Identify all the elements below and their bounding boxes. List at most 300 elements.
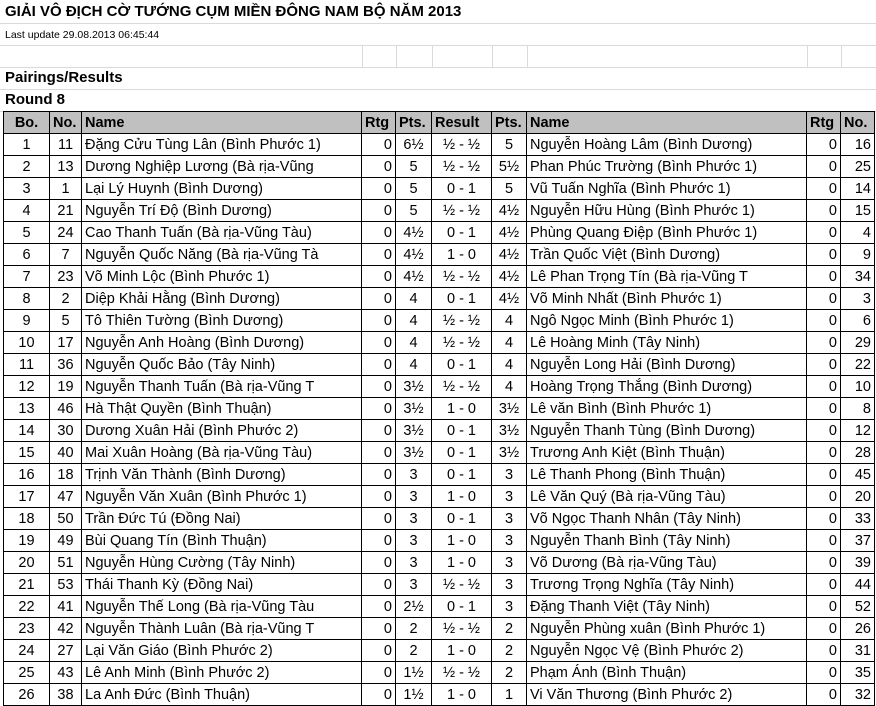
white-rating-cell[interactable]: 0 [362, 486, 396, 508]
black-player-name-cell[interactable]: Phùng Quang Điệp (Bình Phước 1) [527, 222, 807, 244]
white-points-cell[interactable]: 3½ [396, 420, 432, 442]
black-player-name-cell[interactable]: Võ Dương (Bà rịa-Vũng Tàu) [527, 552, 807, 574]
white-player-name-cell[interactable]: Lại Văn Giáo (Bình Phước 2) [82, 640, 362, 662]
board-number-cell[interactable]: 19 [4, 530, 50, 552]
black-player-name-cell[interactable]: Nguyễn Thanh Tùng (Bình Dương) [527, 420, 807, 442]
black-rating-cell[interactable]: 0 [807, 222, 841, 244]
table-row [4, 178, 875, 200]
board-number-cell[interactable]: 20 [4, 552, 50, 574]
column-header-number[interactable]: No. [50, 112, 82, 134]
board-number-cell[interactable]: 12 [4, 376, 50, 398]
black-player-number-cell[interactable]: 9 [841, 244, 875, 266]
black-player-number-cell[interactable]: 32 [841, 684, 875, 706]
white-points-cell[interactable]: 3 [396, 464, 432, 486]
result-cell[interactable]: 0 - 1 [432, 464, 492, 486]
white-rating-cell[interactable]: 0 [362, 156, 396, 178]
table-row [4, 442, 875, 464]
result-cell[interactable]: 0 - 1 [432, 288, 492, 310]
black-points-cell[interactable]: 3½ [492, 420, 527, 442]
black-rating-cell[interactable]: 0 [807, 618, 841, 640]
black-player-name-cell[interactable]: Lê Văn Quý (Bà rịa-Vũng Tàu) [527, 486, 807, 508]
black-points-cell[interactable]: 3 [492, 530, 527, 552]
black-rating-cell[interactable]: 0 [807, 420, 841, 442]
result-cell[interactable]: ½ - ½ [432, 134, 492, 156]
black-player-name-cell[interactable]: Hoàng Trọng Thắng (Bình Dương) [527, 376, 807, 398]
black-player-name-cell[interactable]: Võ Minh Nhất (Bình Phước 1) [527, 288, 807, 310]
white-rating-cell[interactable]: 0 [362, 266, 396, 288]
white-player-number-cell[interactable]: 51 [50, 552, 82, 574]
black-player-name-cell[interactable]: Vi Văn Thương (Bình Phước 2) [527, 684, 807, 706]
board-number-cell[interactable]: 26 [4, 684, 50, 706]
black-points-cell[interactable]: 3 [492, 574, 527, 596]
black-rating-cell[interactable]: 0 [807, 156, 841, 178]
board-number-cell[interactable]: 7 [4, 266, 50, 288]
black-rating-cell[interactable]: 0 [807, 552, 841, 574]
black-player-number-cell[interactable]: 31 [841, 640, 875, 662]
result-cell[interactable]: 1 - 0 [432, 398, 492, 420]
white-player-name-cell[interactable]: Diệp Khải Hằng (Bình Dương) [82, 288, 362, 310]
board-number-cell[interactable]: 21 [4, 574, 50, 596]
white-rating-cell[interactable]: 0 [362, 332, 396, 354]
column-header-name[interactable]: Name [82, 112, 362, 134]
column-header-points-opponent[interactable]: Pts. [492, 112, 527, 134]
result-cell[interactable]: ½ - ½ [432, 618, 492, 640]
black-points-cell[interactable]: 4 [492, 376, 527, 398]
white-player-number-cell[interactable]: 30 [50, 420, 82, 442]
black-player-number-cell[interactable]: 28 [841, 442, 875, 464]
white-points-cell[interactable]: 4 [396, 332, 432, 354]
white-player-number-cell[interactable]: 24 [50, 222, 82, 244]
white-player-number-cell[interactable]: 38 [50, 684, 82, 706]
black-rating-cell[interactable]: 0 [807, 442, 841, 464]
black-rating-cell[interactable]: 0 [807, 596, 841, 618]
tournament-title: GIẢI VÔ ĐỊCH CỜ TƯỚNG CỤM MIỀN ĐÔNG NAM BỘ NĂM 2013 [5, 3, 462, 20]
black-player-name-cell[interactable]: Vũ Tuấn Nghĩa (Bình Phước 1) [527, 178, 807, 200]
white-player-number-cell[interactable]: 5 [50, 310, 82, 332]
result-cell[interactable]: 1 - 0 [432, 530, 492, 552]
white-points-cell[interactable]: 4 [396, 354, 432, 376]
white-player-name-cell[interactable]: Nguyễn Hùng Cường (Tây Ninh) [82, 552, 362, 574]
black-player-number-cell[interactable]: 14 [841, 178, 875, 200]
white-player-name-cell[interactable]: Võ Minh Lộc (Bình Phước 1) [82, 266, 362, 288]
black-player-number-cell[interactable]: 39 [841, 552, 875, 574]
white-player-name-cell[interactable]: Nguyễn Thanh Tuấn (Bà rịa-Vũng T [82, 376, 362, 398]
table-row [4, 288, 875, 310]
white-player-name-cell[interactable]: Lê Anh Minh (Bình Phước 2) [82, 662, 362, 684]
result-cell[interactable]: ½ - ½ [432, 310, 492, 332]
table-row [4, 332, 875, 354]
white-rating-cell[interactable]: 0 [362, 420, 396, 442]
black-player-number-cell[interactable]: 26 [841, 618, 875, 640]
black-player-number-cell[interactable]: 22 [841, 354, 875, 376]
black-player-number-cell[interactable]: 20 [841, 486, 875, 508]
black-points-cell[interactable]: 4 [492, 332, 527, 354]
white-player-number-cell[interactable]: 27 [50, 640, 82, 662]
black-player-name-cell[interactable]: Nguyễn Phùng xuân (Bình Phước 1) [527, 618, 807, 640]
white-player-number-cell[interactable]: 50 [50, 508, 82, 530]
board-number-cell[interactable]: 13 [4, 398, 50, 420]
white-player-name-cell[interactable]: Dương Nghiệp Lương (Bà rịa-Vũng [82, 156, 362, 178]
black-player-name-cell[interactable]: Trương Trọng Nghĩa (Tây Ninh) [527, 574, 807, 596]
white-rating-cell[interactable]: 0 [362, 288, 396, 310]
white-rating-cell[interactable]: 0 [362, 134, 396, 156]
black-player-number-cell[interactable]: 33 [841, 508, 875, 530]
black-points-cell[interactable]: 2 [492, 640, 527, 662]
board-number-cell[interactable]: 3 [4, 178, 50, 200]
table-row [4, 244, 875, 266]
table-row [4, 420, 875, 442]
table-row [4, 552, 875, 574]
black-player-number-cell[interactable]: 45 [841, 464, 875, 486]
black-points-cell[interactable]: 5½ [492, 156, 527, 178]
white-rating-cell[interactable]: 0 [362, 354, 396, 376]
white-points-cell[interactable]: 3 [396, 486, 432, 508]
white-rating-cell[interactable]: 0 [362, 552, 396, 574]
white-rating-cell[interactable]: 0 [362, 662, 396, 684]
result-cell[interactable]: 0 - 1 [432, 178, 492, 200]
last-update-text: Last update 29.08.2013 06:45:44 [5, 29, 160, 41]
white-player-number-cell[interactable]: 2 [50, 288, 82, 310]
pairings-table [3, 111, 875, 706]
white-points-cell[interactable]: 3½ [396, 398, 432, 420]
black-rating-cell[interactable]: 0 [807, 464, 841, 486]
white-points-cell[interactable]: 5 [396, 156, 432, 178]
black-player-name-cell[interactable]: Nguyễn Thanh Bình (Tây Ninh) [527, 530, 807, 552]
white-points-cell[interactable]: 2 [396, 640, 432, 662]
black-player-number-cell[interactable]: 12 [841, 420, 875, 442]
white-player-number-cell[interactable]: 11 [50, 134, 82, 156]
black-points-cell[interactable]: 3½ [492, 398, 527, 420]
white-points-cell[interactable]: 2½ [396, 596, 432, 618]
white-player-name-cell[interactable]: Nguyễn Thế Long (Bà rịa-Vũng Tàu [82, 596, 362, 618]
table-row [4, 376, 875, 398]
black-rating-cell[interactable]: 0 [807, 134, 841, 156]
black-player-name-cell[interactable]: Võ Ngọc Thanh Nhân (Tây Ninh) [527, 508, 807, 530]
white-player-number-cell[interactable]: 41 [50, 596, 82, 618]
result-cell[interactable]: ½ - ½ [432, 332, 492, 354]
black-player-number-cell[interactable]: 37 [841, 530, 875, 552]
black-points-cell[interactable]: 3 [492, 552, 527, 574]
board-number-cell[interactable]: 1 [4, 134, 50, 156]
white-points-cell[interactable]: 1½ [396, 684, 432, 706]
white-rating-cell[interactable]: 0 [362, 618, 396, 640]
table-row [4, 486, 875, 508]
white-player-number-cell[interactable]: 36 [50, 354, 82, 376]
black-player-name-cell[interactable]: Nguyễn Hữu Hùng (Bình Phước 1) [527, 200, 807, 222]
table-row [4, 508, 875, 530]
white-rating-cell[interactable]: 0 [362, 596, 396, 618]
white-points-cell[interactable]: 3½ [396, 442, 432, 464]
white-points-cell[interactable]: 6½ [396, 134, 432, 156]
black-player-number-cell[interactable]: 52 [841, 596, 875, 618]
board-number-cell[interactable]: 22 [4, 596, 50, 618]
white-player-name-cell[interactable]: Nguyễn Thành Luân (Bà rịa-Vũng T [82, 618, 362, 640]
white-points-cell[interactable]: 5 [396, 178, 432, 200]
white-player-number-cell[interactable]: 23 [50, 266, 82, 288]
black-points-cell[interactable]: 3 [492, 508, 527, 530]
result-cell[interactable]: ½ - ½ [432, 156, 492, 178]
black-points-cell[interactable]: 4 [492, 310, 527, 332]
board-number-cell[interactable]: 25 [4, 662, 50, 684]
white-player-number-cell[interactable]: 53 [50, 574, 82, 596]
white-points-cell[interactable]: 1½ [396, 662, 432, 684]
white-player-name-cell[interactable]: Cao Thanh Tuấn (Bà rịa-Vũng Tàu) [82, 222, 362, 244]
white-rating-cell[interactable]: 0 [362, 244, 396, 266]
white-player-name-cell[interactable]: Nguyễn Trí Độ (Bình Dương) [82, 200, 362, 222]
black-player-number-cell[interactable]: 25 [841, 156, 875, 178]
white-player-number-cell[interactable]: 19 [50, 376, 82, 398]
board-number-cell[interactable]: 11 [4, 354, 50, 376]
table-row [4, 398, 875, 420]
black-player-name-cell[interactable]: Trần Quốc Việt (Bình Dương) [527, 244, 807, 266]
black-player-number-cell[interactable]: 34 [841, 266, 875, 288]
section-heading: Pairings/Results [5, 69, 123, 86]
black-points-cell[interactable]: 4 [492, 354, 527, 376]
table-row [4, 662, 875, 684]
column-header-rating[interactable]: Rtg [362, 112, 396, 134]
board-number-cell[interactable]: 16 [4, 464, 50, 486]
result-cell[interactable]: 1 - 0 [432, 552, 492, 574]
board-number-cell[interactable]: 10 [4, 332, 50, 354]
column-header-number-opponent[interactable]: No. [841, 112, 875, 134]
white-player-name-cell[interactable]: Trần Đức Tú (Đồng Nai) [82, 508, 362, 530]
black-points-cell[interactable]: 3½ [492, 442, 527, 464]
white-player-name-cell[interactable]: Thái Thanh Kỳ (Đồng Nai) [82, 574, 362, 596]
board-number-cell[interactable]: 8 [4, 288, 50, 310]
black-points-cell[interactable]: 3 [492, 486, 527, 508]
white-points-cell[interactable]: 5 [396, 200, 432, 222]
black-rating-cell[interactable]: 0 [807, 376, 841, 398]
white-rating-cell[interactable]: 0 [362, 508, 396, 530]
white-player-name-cell[interactable]: Nguyễn Quốc Bảo (Tây Ninh) [82, 354, 362, 376]
table-row [4, 640, 875, 662]
black-points-cell[interactable]: 2 [492, 662, 527, 684]
white-player-name-cell[interactable]: Trịnh Văn Thành (Bình Dương) [82, 464, 362, 486]
white-points-cell[interactable]: 3 [396, 552, 432, 574]
black-points-cell[interactable]: 4½ [492, 222, 527, 244]
black-player-name-cell[interactable]: Trương Anh Kiệt (Bình Thuận) [527, 442, 807, 464]
white-rating-cell[interactable]: 0 [362, 376, 396, 398]
result-cell[interactable]: 0 - 1 [432, 420, 492, 442]
black-player-name-cell[interactable]: Nguyễn Ngọc Vệ (Bình Phước 2) [527, 640, 807, 662]
black-player-name-cell[interactable]: Nguyễn Hoàng Lâm (Bình Dương) [527, 134, 807, 156]
white-points-cell[interactable]: 2 [396, 618, 432, 640]
black-player-number-cell[interactable]: 4 [841, 222, 875, 244]
white-rating-cell[interactable]: 0 [362, 464, 396, 486]
black-player-number-cell[interactable]: 10 [841, 376, 875, 398]
black-player-name-cell[interactable]: Lê Phan Trọng Tín (Bà rịa-Vũng T [527, 266, 807, 288]
table-row [4, 596, 875, 618]
table-header-row [4, 112, 875, 134]
black-points-cell[interactable]: 2 [492, 618, 527, 640]
black-rating-cell[interactable]: 0 [807, 662, 841, 684]
table-row [4, 530, 875, 552]
result-cell[interactable]: ½ - ½ [432, 200, 492, 222]
result-cell[interactable]: ½ - ½ [432, 266, 492, 288]
column-header-result[interactable]: Result [432, 112, 492, 134]
white-rating-cell[interactable]: 0 [362, 442, 396, 464]
white-rating-cell[interactable]: 0 [362, 222, 396, 244]
round-heading: Round 8 [5, 91, 65, 108]
table-row [4, 310, 875, 332]
board-number-cell[interactable]: 18 [4, 508, 50, 530]
white-player-name-cell[interactable]: Dương Xuân Hải (Bình Phước 2) [82, 420, 362, 442]
black-rating-cell[interactable]: 0 [807, 178, 841, 200]
column-header-board[interactable]: Bo. [4, 112, 50, 134]
white-points-cell[interactable]: 4 [396, 310, 432, 332]
white-points-cell[interactable]: 4½ [396, 244, 432, 266]
result-cell[interactable]: 1 - 0 [432, 244, 492, 266]
board-number-cell[interactable]: 2 [4, 156, 50, 178]
result-cell[interactable]: 1 - 0 [432, 684, 492, 706]
black-points-cell[interactable]: 4½ [492, 266, 527, 288]
black-rating-cell[interactable]: 0 [807, 266, 841, 288]
white-player-name-cell[interactable]: Bùi Quang Tín (Bình Thuận) [82, 530, 362, 552]
board-number-cell[interactable]: 15 [4, 442, 50, 464]
result-cell[interactable]: 0 - 1 [432, 354, 492, 376]
black-rating-cell[interactable]: 0 [807, 640, 841, 662]
black-rating-cell[interactable]: 0 [807, 530, 841, 552]
result-cell[interactable]: 1 - 0 [432, 640, 492, 662]
board-number-cell[interactable]: 23 [4, 618, 50, 640]
white-player-number-cell[interactable]: 7 [50, 244, 82, 266]
black-rating-cell[interactable]: 0 [807, 332, 841, 354]
black-rating-cell[interactable]: 0 [807, 398, 841, 420]
black-player-name-cell[interactable]: Phan Phúc Trường (Bình Phước 1) [527, 156, 807, 178]
black-points-cell[interactable]: 5 [492, 178, 527, 200]
white-player-name-cell[interactable]: Nguyễn Văn Xuân (Bình Phước 1) [82, 486, 362, 508]
column-header-points[interactable]: Pts. [396, 112, 432, 134]
white-rating-cell[interactable]: 0 [362, 310, 396, 332]
result-cell[interactable]: ½ - ½ [432, 376, 492, 398]
result-cell[interactable]: 0 - 1 [432, 508, 492, 530]
table-row [4, 134, 875, 156]
board-number-cell[interactable]: 17 [4, 486, 50, 508]
black-player-number-cell[interactable]: 6 [841, 310, 875, 332]
result-cell[interactable]: 0 - 1 [432, 222, 492, 244]
black-rating-cell[interactable]: 0 [807, 508, 841, 530]
white-player-number-cell[interactable]: 18 [50, 464, 82, 486]
white-player-number-cell[interactable]: 21 [50, 200, 82, 222]
white-points-cell[interactable]: 4½ [396, 266, 432, 288]
black-points-cell[interactable]: 4½ [492, 288, 527, 310]
table-row [4, 618, 875, 640]
black-player-name-cell[interactable]: Ngô Ngọc Minh (Bình Phước 1) [527, 310, 807, 332]
board-number-cell[interactable]: 24 [4, 640, 50, 662]
white-rating-cell[interactable]: 0 [362, 530, 396, 552]
black-rating-cell[interactable]: 0 [807, 354, 841, 376]
table-row [4, 464, 875, 486]
white-points-cell[interactable]: 4 [396, 288, 432, 310]
white-player-number-cell[interactable]: 46 [50, 398, 82, 420]
white-rating-cell[interactable]: 0 [362, 684, 396, 706]
black-rating-cell[interactable]: 0 [807, 684, 841, 706]
white-points-cell[interactable]: 3 [396, 508, 432, 530]
white-rating-cell[interactable]: 0 [362, 200, 396, 222]
result-cell[interactable]: 1 - 0 [432, 486, 492, 508]
black-rating-cell[interactable]: 0 [807, 288, 841, 310]
white-player-number-cell[interactable]: 40 [50, 442, 82, 464]
table-row [4, 354, 875, 376]
white-rating-cell[interactable]: 0 [362, 398, 396, 420]
white-player-name-cell[interactable]: Nguyễn Anh Hoàng (Bình Dương) [82, 332, 362, 354]
black-rating-cell[interactable]: 0 [807, 310, 841, 332]
black-player-number-cell[interactable]: 35 [841, 662, 875, 684]
black-points-cell[interactable]: 4½ [492, 244, 527, 266]
black-player-name-cell[interactable]: Đặng Thanh Việt (Tây Ninh) [527, 596, 807, 618]
white-player-name-cell[interactable]: La Anh Đức (Bình Thuận) [82, 684, 362, 706]
white-player-name-cell[interactable]: Nguyễn Quốc Năng (Bà rịa-Vũng Tà [82, 244, 362, 266]
black-points-cell[interactable]: 5 [492, 134, 527, 156]
white-points-cell[interactable]: 3½ [396, 376, 432, 398]
black-rating-cell[interactable]: 0 [807, 200, 841, 222]
black-player-number-cell[interactable]: 15 [841, 200, 875, 222]
black-player-number-cell[interactable]: 29 [841, 332, 875, 354]
result-cell[interactable]: 0 - 1 [432, 442, 492, 464]
table-row [4, 222, 875, 244]
table-row [4, 574, 875, 596]
black-rating-cell[interactable]: 0 [807, 486, 841, 508]
board-number-cell[interactable]: 6 [4, 244, 50, 266]
white-player-number-cell[interactable]: 49 [50, 530, 82, 552]
table-row [4, 684, 875, 706]
black-player-number-cell[interactable]: 16 [841, 134, 875, 156]
white-player-name-cell[interactable]: Tô Thiên Tường (Bình Dương) [82, 310, 362, 332]
white-points-cell[interactable]: 3 [396, 530, 432, 552]
black-player-name-cell[interactable]: Lê Thanh Phong (Bình Thuận) [527, 464, 807, 486]
result-cell[interactable]: 0 - 1 [432, 596, 492, 618]
black-player-number-cell[interactable]: 3 [841, 288, 875, 310]
white-player-name-cell[interactable]: Mai Xuân Hoàng (Bà rịa-Vũng Tàu) [82, 442, 362, 464]
white-player-number-cell[interactable]: 13 [50, 156, 82, 178]
white-player-name-cell[interactable]: Đặng Cửu Tùng Lân (Bình Phước 1) [82, 134, 362, 156]
black-points-cell[interactable]: 1 [492, 684, 527, 706]
white-player-name-cell[interactable]: Hà Thật Quyền (Bình Thuận) [82, 398, 362, 420]
black-points-cell[interactable]: 3 [492, 596, 527, 618]
black-points-cell[interactable]: 3 [492, 464, 527, 486]
white-rating-cell[interactable]: 0 [362, 178, 396, 200]
black-player-number-cell[interactable]: 44 [841, 574, 875, 596]
table-row [4, 266, 875, 288]
white-player-number-cell[interactable]: 42 [50, 618, 82, 640]
white-points-cell[interactable]: 4½ [396, 222, 432, 244]
black-rating-cell[interactable]: 0 [807, 244, 841, 266]
white-player-number-cell[interactable]: 47 [50, 486, 82, 508]
result-cell[interactable]: ½ - ½ [432, 574, 492, 596]
white-player-number-cell[interactable]: 1 [50, 178, 82, 200]
white-player-number-cell[interactable]: 43 [50, 662, 82, 684]
black-rating-cell[interactable]: 0 [807, 574, 841, 596]
white-points-cell[interactable]: 3 [396, 574, 432, 596]
board-number-cell[interactable]: 9 [4, 310, 50, 332]
white-rating-cell[interactable]: 0 [362, 640, 396, 662]
white-player-number-cell[interactable]: 17 [50, 332, 82, 354]
black-player-name-cell[interactable]: Lê Hoàng Minh (Tây Ninh) [527, 332, 807, 354]
white-player-name-cell[interactable]: Lại Lý Huynh (Bình Dương) [82, 178, 362, 200]
board-number-cell[interactable]: 14 [4, 420, 50, 442]
black-player-name-cell[interactable]: Lê văn Bình (Bình Phước 1) [527, 398, 807, 420]
black-player-name-cell[interactable]: Phạm Ánh (Bình Thuận) [527, 662, 807, 684]
board-number-cell[interactable]: 4 [4, 200, 50, 222]
column-header-rating-opponent[interactable]: Rtg [807, 112, 841, 134]
column-header-name-opponent[interactable]: Name [527, 112, 807, 134]
black-player-number-cell[interactable]: 8 [841, 398, 875, 420]
white-rating-cell[interactable]: 0 [362, 574, 396, 596]
black-player-name-cell[interactable]: Nguyễn Long Hải (Bình Dương) [527, 354, 807, 376]
board-number-cell[interactable]: 5 [4, 222, 50, 244]
black-points-cell[interactable]: 4½ [492, 200, 527, 222]
result-cell[interactable]: ½ - ½ [432, 662, 492, 684]
